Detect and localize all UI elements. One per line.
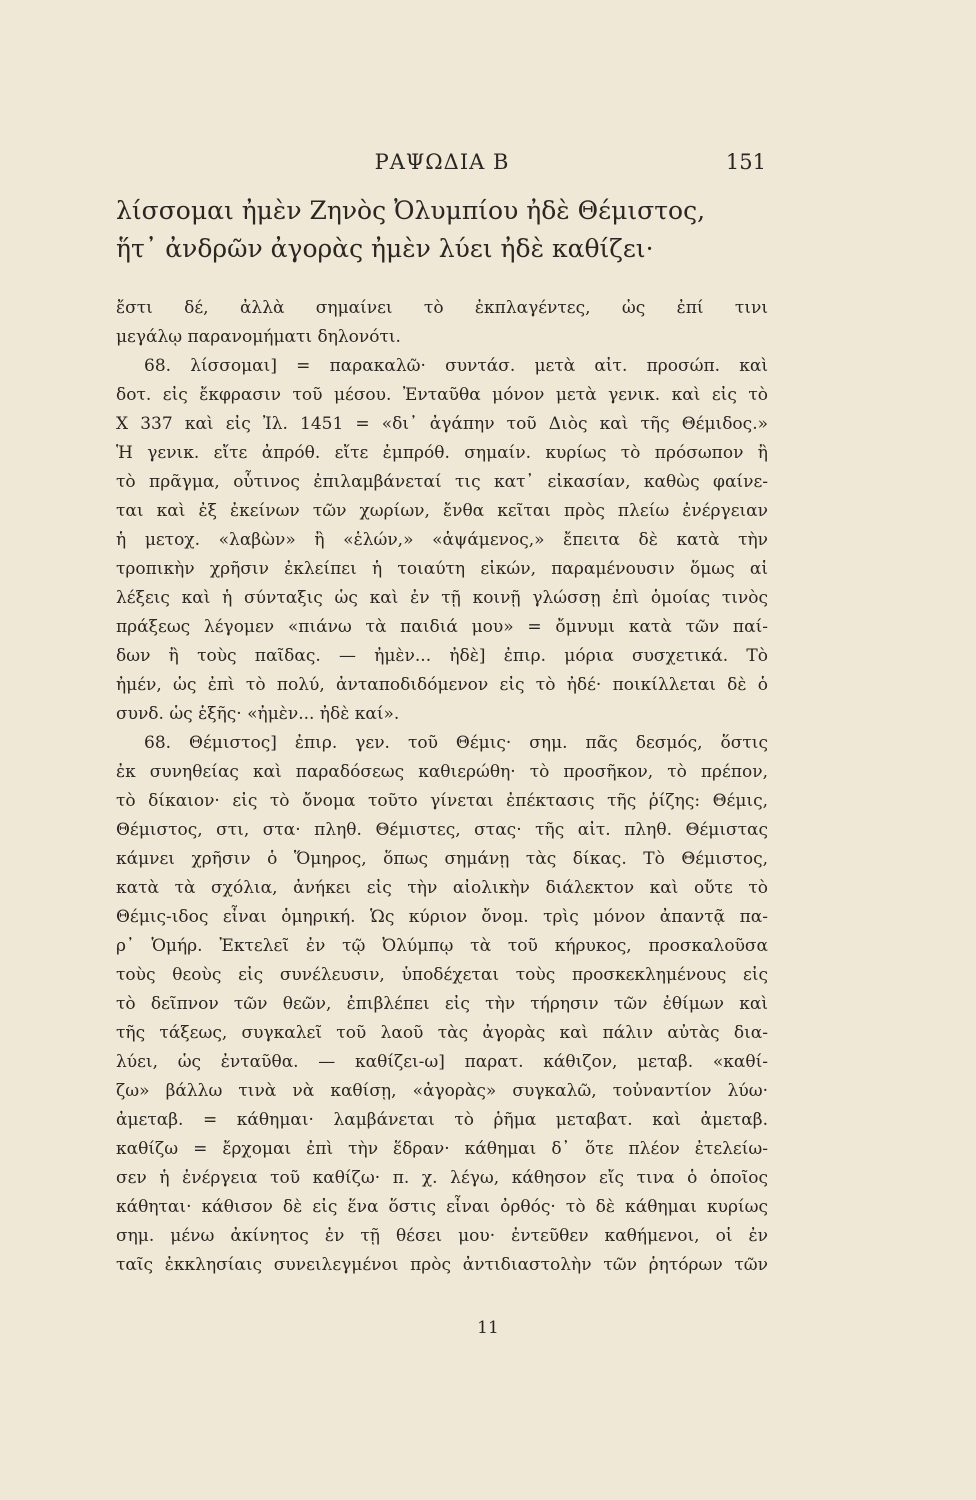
commentary-line: τοὺς θεοὺς εἰς συνέλευσιν, ὑποδέχεται τοὺς προσκεκλημένους εἰς xyxy=(116,965,768,985)
commentary-line: μεγάλῳ παρανομήματι δηλονότι. xyxy=(116,327,401,347)
commentary-line: τὸ πρᾶγμα, οὗτινος ἐπιλαμβάνεταί τις κατ᾽ εἰκασίαν, καθὼς φαίνε- xyxy=(116,472,768,492)
commentary-line: σεν ἡ ἐνέργεια τοῦ καθίζω· π. χ. λέγω, κάθησον εἴς τινα ὁ ὁποῖος xyxy=(116,1168,768,1188)
verse-line: ἥτ᾽ ἀνδρῶν ἀγορὰς ἠμὲν λύει ἠδὲ καθίζει· xyxy=(116,234,654,263)
commentary-line: 68. λίσσομαι] = παρακαλῶ· συντάσ. μετὰ αἰτ. προσώπ. καὶ xyxy=(144,356,768,376)
verse-block xyxy=(116,192,776,268)
page-number: 151 xyxy=(725,150,766,174)
commentary-line: λύει, ὡς ἐνταῦθα. — καθίζει-ω] παρατ. κάθιζον, μεταβ. «καθί- xyxy=(116,1052,768,1072)
commentary-block xyxy=(116,294,768,1280)
commentary-line: ρ᾽ Ὁμήρ. Ἐκτελεῖ ἐν τῷ Ὀλύμπῳ τὰ τοῦ κήρυκος, προσκαλοῦσα xyxy=(116,936,768,956)
commentary-line: σημ. μένω ἀκίνητος ἐν τῇ θέσει μου· ἐντεῦθεν καθήμενοι, οἱ ἐν xyxy=(116,1226,768,1246)
commentary-line: λέξεις καὶ ἡ σύνταξις ὡς καὶ ἐν τῇ κοινῇ γλώσσῃ ἐπὶ ὁμοίας τινὸς xyxy=(116,588,768,608)
commentary-line: ζω» βάλλω τινὰ νὰ καθίσῃ, «ἀγορὰς» συγκαλῶ, τοὐναντίον λύω· xyxy=(116,1081,768,1101)
commentary-line: ἔστι δέ, ἀλλὰ σημαίνει τὸ ἐκπλαγέντες, ὡς ἐπί τινι xyxy=(116,298,768,318)
verse-line: λίσσομαι ἠμὲν Ζηνὸς Ὀλυμπίου ἠδὲ Θέμιστος, xyxy=(116,196,706,225)
commentary-line: ἀμεταβ. = κάθημαι· λαμβάνεται τὸ ῥῆμα μεταβατ. καὶ ἀμεταβ. xyxy=(116,1110,768,1130)
commentary-line: τὸ δίκαιον· εἰς τὸ ὄνομα τοῦτο γίνεται ἐπέκτασις τῆς ῥίζης: Θέμις, xyxy=(116,791,768,811)
commentary-line: ἐκ συνηθείας καὶ παραδόσεως καθιερώθη· τὸ προσῆκον, τὸ πρέπον, xyxy=(116,762,768,782)
commentary-line: συνδ. ὡς ἑξῆς· «ἠμὲν... ἠδὲ καί». xyxy=(116,704,400,724)
commentary-line: καθίζω = ἔρχομαι ἐπὶ τὴν ἕδραν· κάθημαι δ᾽ ὅτε πλέον ἐτελείω- xyxy=(116,1139,768,1159)
commentary-line: Θέμιστος, στι, στα· πληθ. Θέμιστες, στας· τῆς αἰτ. πληθ. Θέμιστας xyxy=(116,820,768,840)
running-title: ΡΑΨΩΔΙΑ Β xyxy=(374,150,510,174)
commentary-line: κατὰ τὰ σχόλια, ἀνήκει εἰς τὴν αἰολικὴν διάλεκτον καὶ οὔτε τὸ xyxy=(116,878,768,898)
commentary-line: ἡ μετοχ. «λαβὼν» ἢ «ἑλών,» «ἁψάμενος,» ἔπειτα δὲ κατὰ τὴν xyxy=(116,530,768,550)
commentary-line: 68. Θέμιστος] ἐπιρ. γεν. τοῦ Θέμις· σημ. πᾶς δεσμός, ὅστις xyxy=(144,733,768,753)
commentary-line: δων ἢ τοὺς παῖδας. — ἠμὲν... ἠδὲ] ἐπιρ. μόρια συσχετικά. Τὸ xyxy=(116,646,768,666)
commentary-line: ται καὶ ἐξ ἐκείνων τῶν χωρίων, ἔνθα κεῖται πρὸς πλείω ἐνέργειαν xyxy=(116,501,768,521)
signature-mark: 11 xyxy=(477,1318,499,1338)
commentary-line: πράξεως λέγομεν «πιάνω τὰ παιδιά μου» = ὄμνυμι κατὰ τῶν παί- xyxy=(116,617,768,637)
commentary-line: ταῖς ἐκκλησίαις συνειλεγμένοι πρὸς ἀντιδιαστολὴν τῶν ῥητόρων τῶν xyxy=(116,1255,768,1275)
commentary-line: κάμνει χρῆσιν ὁ Ὅμηρος, ὅπως σημάνῃ τὰς δίκας. Τὸ Θέμιστος, xyxy=(116,849,768,869)
commentary-line: ἠμέν, ὡς ἐπὶ τὸ πολύ, ἀνταποδιδόμενον εἰς τὸ ἠδέ· ποικίλλεται δὲ ὁ xyxy=(116,675,768,695)
commentary-line: τὸ δεῖπνον τῶν θεῶν, ἐπιβλέπει εἰς τὴν τήρησιν τῶν ἐθίμων καὶ xyxy=(116,994,768,1014)
commentary-line: Θέμις-ιδος εἶναι ὁμηρική. Ὡς κύριον ὄνομ. τρὶς μόνον ἀπαντᾷ πα- xyxy=(116,907,768,927)
commentary-line: τῆς τάξεως, συγκαλεῖ τοῦ λαοῦ τὰς ἀγορὰς καὶ πάλιν αὐτὰς δια- xyxy=(116,1023,768,1043)
commentary-line: κάθηται· κάθισον δὲ εἰς ἕνα ὅστις εἶναι ὀρθός· τὸ δὲ κάθημαι κυρίως xyxy=(116,1197,768,1217)
page-header xyxy=(118,150,766,180)
commentary-line: τροπικὴν χρῆσιν ἐκλείπει ἡ τοιαύτη εἰκών, παραμένουσιν ὅμως αἱ xyxy=(116,559,768,579)
commentary-line: Χ 337 καὶ εἰς Ἰλ. 1451 = «δι᾽ ἀγάπην τοῦ Διὸς καὶ τῆς Θέμιδος.» xyxy=(116,414,768,434)
commentary-line: δοτ. εἰς ἔκφρασιν τοῦ μέσου. Ἐνταῦθα μόνον μετὰ γενικ. καὶ εἰς τὸ xyxy=(116,385,768,405)
commentary-line: Ἡ γενικ. εἴτε ἀπρόθ. εἴτε ἐμπρόθ. σημαίν. κυρίως τὸ πρόσωπον ἢ xyxy=(116,443,768,463)
